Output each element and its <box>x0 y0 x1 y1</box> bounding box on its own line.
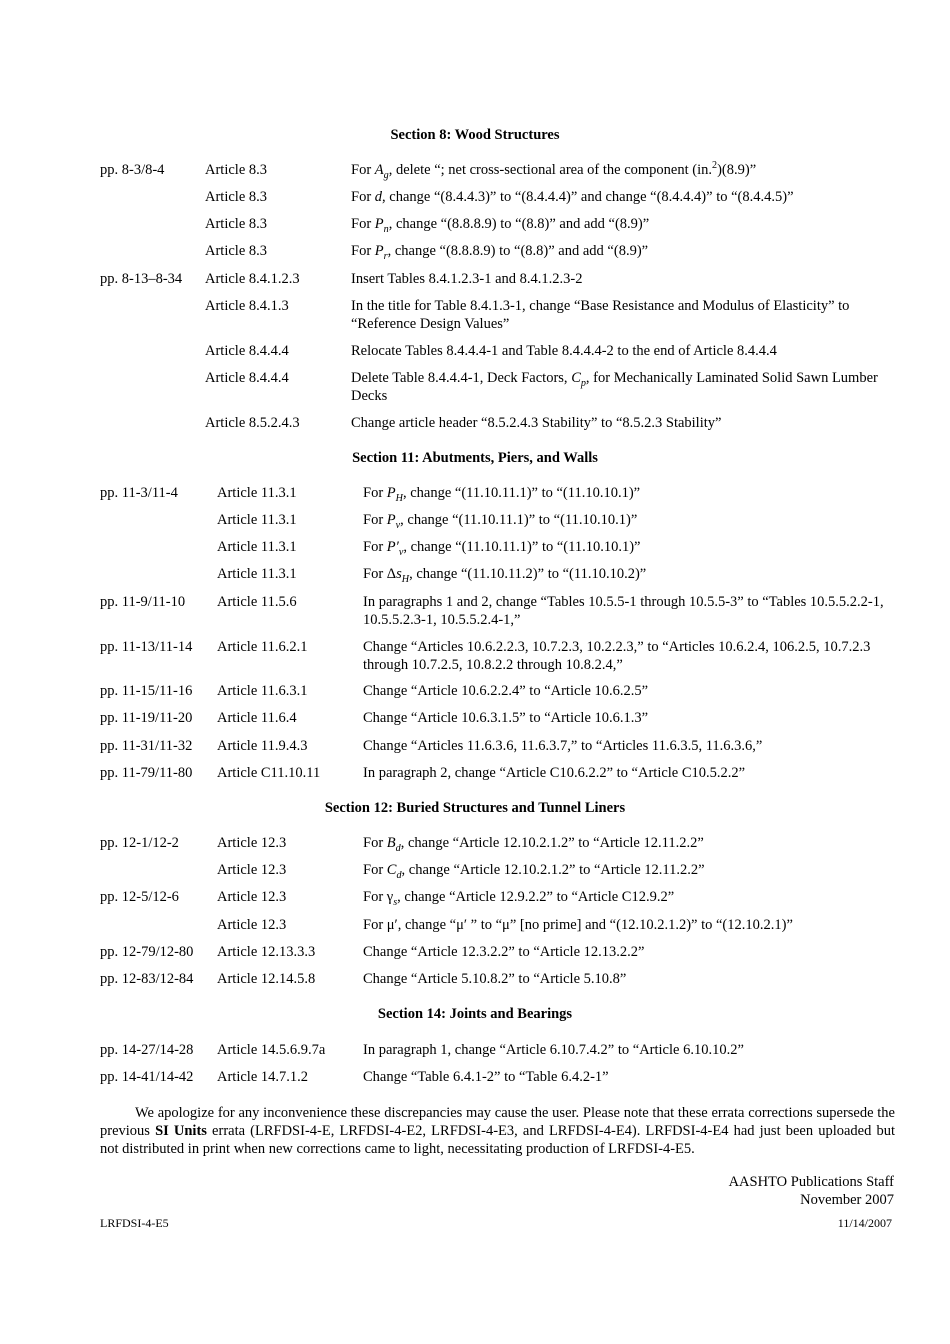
change-text: Change “Article 5.10.8.2” to “Article 5.10.8” <box>363 971 627 987</box>
article-reference: Article 12.13.3.3 <box>217 944 316 960</box>
article-reference: Article 8.3 <box>205 216 268 232</box>
change-text: For <box>363 485 387 501</box>
variable-subscript: r <box>383 250 388 262</box>
change-text: For <box>351 243 375 259</box>
change-description <box>351 297 895 333</box>
article-reference: Article 12.14.5.8 <box>217 971 316 987</box>
article-reference: Article 11.6.3.1 <box>217 683 308 699</box>
variable-symbol: P <box>374 243 384 259</box>
variable-symbol: B <box>386 835 396 851</box>
variable-subscript: s <box>393 896 398 908</box>
variable-subscript: d <box>395 842 401 854</box>
variable-subscript: g <box>383 169 389 181</box>
closing-paragraph <box>100 1104 895 1158</box>
article-reference: Article 8.4.1.3 <box>205 298 289 314</box>
article-reference: Article 11.3.1 <box>217 512 297 528</box>
signature-line: AASHTO Publications Staff <box>728 1174 894 1190</box>
article-reference: Article 8.3 <box>205 162 268 178</box>
article-reference: Article 8.3 <box>205 243 268 259</box>
variable-symbol: C <box>571 370 581 386</box>
change-description <box>351 161 895 179</box>
change-description <box>351 215 895 233</box>
change-description <box>363 970 895 988</box>
change-text: Change “Article 10.6.3.1.5” to “Article 10.6.1.3” <box>363 710 649 726</box>
change-description <box>363 484 895 502</box>
closing-text: We apologize for any inconvenience these discrepancies may cause the user. Please note that these errata corrections supersede the previous <box>100 1105 895 1139</box>
article-reference: Article 14.5.6.9.7a <box>217 1042 326 1058</box>
closing-bold-text: SI Units <box>155 1123 207 1139</box>
change-text: For γ <box>363 889 394 905</box>
change-description <box>363 1068 895 1086</box>
variable-subscript: v <box>398 546 404 558</box>
section-heading: Section 8: Wood Structures <box>390 127 560 143</box>
change-text: Change article header “8.5.2.4.3 Stability” to “8.5.2.3 Stability” <box>351 415 722 431</box>
change-text: , change “(8.4.4.3)” to “(8.4.4.4)” and change “(8.4.4.4)” to “(8.4.4.5)” <box>382 189 794 205</box>
change-text: In the title for Table 8.4.1.3-1, change “Base Resistance and Modulus of Elasticity” to “Reference Design Values” <box>351 298 850 332</box>
article-reference: Article 11.3.1 <box>217 539 297 555</box>
page-reference: pp. 8-3/8-4 <box>100 162 165 178</box>
page-reference: pp. 12-5/12-6 <box>100 889 179 905</box>
page-reference: pp. 11-79/11-80 <box>100 765 193 781</box>
change-description <box>363 1041 895 1059</box>
article-reference: Article 8.5.2.4.3 <box>205 415 300 431</box>
change-description <box>363 638 895 674</box>
change-description <box>363 565 895 583</box>
variable-symbol: A <box>374 162 384 178</box>
change-text: , change “Article 12.10.2.1.2” to “Article 12.11.2.2” <box>400 835 704 851</box>
article-reference: Article C11.10.11 <box>217 765 321 781</box>
change-text: , delete “; net cross-sectional area of the component (in. <box>388 162 713 178</box>
change-text: , change “(11.10.11.1)” to “(11.10.10.1)” <box>402 485 641 501</box>
article-reference: Article 11.9.4.3 <box>217 738 308 754</box>
change-text: , change “(11.10.11.1)” to “(11.10.10.1)” <box>403 539 641 555</box>
variable-symbol: d <box>374 189 383 205</box>
article-reference: Article 8.4.4.4 <box>205 343 289 359</box>
section-heading: Section 12: Buried Structures and Tunnel Liners <box>324 800 626 816</box>
change-description <box>351 414 895 432</box>
section-heading: Section 14: Joints and Bearings <box>377 1006 573 1022</box>
article-reference: Article 12.3 <box>217 917 287 933</box>
page-reference: pp. 11-19/11-20 <box>100 710 193 726</box>
change-text: In paragraph 1, change “Article 6.10.7.4.2” to “Article 6.10.10.2” <box>363 1042 744 1058</box>
section-heading: Section 11: Abutments, Piers, and Walls <box>352 450 598 466</box>
change-description <box>363 538 895 556</box>
change-description <box>363 943 895 961</box>
change-text: For <box>363 862 387 878</box>
variable-symbol: P′ <box>386 539 399 555</box>
change-text: , change “Article 12.9.2.2” to “Article C12.9.2” <box>397 889 675 905</box>
change-description <box>363 834 895 852</box>
change-description <box>351 342 895 360</box>
change-description <box>351 188 895 206</box>
change-text: For <box>351 162 375 178</box>
variable-symbol: P <box>386 512 396 528</box>
page-reference: pp. 8-13–8-34 <box>100 271 183 287</box>
article-reference: Article 8.4.4.4 <box>205 370 289 386</box>
article-reference: Article 12.3 <box>217 835 287 851</box>
variable-subscript: H <box>401 573 410 585</box>
change-text: , change “(8.8.8.9) to “(8.8)” and add “(8.9)” <box>387 243 649 259</box>
variable-symbol: P <box>386 485 396 501</box>
closing-text: errata (LRFDSI-4-E, LRFDSI-4-E2, LRFDSI-4-E3, and LRFDSI-4-E4). LRFDSI-4-E4 had just been uploaded but not distributed in print when new corrections came to light, necessitating production of LRFDSI-4-E5. <box>100 1123 895 1157</box>
change-text: In paragraph 2, change “Article C10.6.2.2” to “Article C10.5.2.2” <box>363 765 746 781</box>
page-reference: pp. 12-83/12-84 <box>100 971 194 987</box>
article-reference: Article 12.3 <box>217 862 287 878</box>
article-reference: Article 11.6.2.1 <box>217 639 308 655</box>
footer-date: 11/14/2007 <box>837 1216 892 1230</box>
change-text: For <box>351 189 375 205</box>
variable-subscript: v <box>395 519 401 531</box>
article-reference: Article 11.5.6 <box>217 594 297 610</box>
change-text: Change “Articles 11.6.3.6, 11.6.3.7,” to “Articles 11.6.3.5, 11.6.3.6,” <box>363 738 763 754</box>
change-description <box>363 737 895 755</box>
page-reference: pp. 11-31/11-32 <box>100 738 193 754</box>
article-reference: Article 8.4.1.2.3 <box>205 271 300 287</box>
page-reference: pp. 11-13/11-14 <box>100 639 193 655</box>
variable-subscript: H <box>395 492 403 504</box>
article-reference: Article 14.7.1.2 <box>217 1069 309 1085</box>
change-text: , change “(11.10.11.1)” to “(11.10.10.1)” <box>400 512 638 528</box>
article-reference: Article 8.3 <box>205 189 268 205</box>
page-reference: pp. 14-27/14-28 <box>100 1042 194 1058</box>
change-text: , change “(11.10.11.2)” to “(11.10.10.2)” <box>409 566 647 582</box>
article-reference: Article 11.3.1 <box>217 485 297 501</box>
change-text: In paragraphs 1 and 2, change “Tables 10.5.5-1 through 10.5.5-3” to “Tables 10.5.5.2.2-1, 10.5.5.2.3-1, 10.5.5.2.4-1,” <box>363 594 884 628</box>
variable-symbol: P <box>374 216 384 232</box>
footer-document-id: LRFDSI-4-E5 <box>100 1216 169 1230</box>
page-reference: pp. 11-15/11-16 <box>100 683 193 699</box>
variable-subscript: d <box>396 869 402 881</box>
change-description <box>363 709 895 727</box>
change-text: Relocate Tables 8.4.4.4-1 and Table 8.4.4.4-2 to the end of Article 8.4.4.4 <box>351 343 777 359</box>
change-text: Change “Article 12.3.2.2” to “Article 12.13.2.2” <box>363 944 645 960</box>
change-description <box>363 682 895 700</box>
signature-block <box>729 1173 894 1209</box>
page-reference: pp. 12-1/12-2 <box>100 835 179 851</box>
change-text: For μ′, change “μ′ ” to “μ” [no prime] and “(12.10.2.1.2)” to “(12.10.2.1)” <box>363 917 793 933</box>
article-reference: Article 11.3.1 <box>217 566 297 582</box>
variable-subscript: p <box>580 377 586 389</box>
change-description <box>363 888 895 906</box>
change-text: Delete Table 8.4.4.4-1, Deck Factors, <box>351 370 572 386</box>
superscript: 2 <box>712 160 718 172</box>
variable-symbol: s <box>396 566 402 582</box>
change-description <box>351 242 895 260</box>
article-reference: Article 11.6.4 <box>217 710 297 726</box>
change-text: For <box>363 512 387 528</box>
change-description <box>363 511 895 529</box>
change-text: Change “Article 10.6.2.2.4” to “Article 10.6.2.5” <box>363 683 649 699</box>
change-text: Change “Table 6.4.1-2” to “Table 6.4.2-1” <box>363 1069 609 1085</box>
change-text: For <box>363 539 387 555</box>
variable-subscript: n <box>383 223 389 235</box>
page-reference: pp. 11-3/11-4 <box>100 485 178 501</box>
change-description <box>363 764 895 782</box>
change-text: , change “Article 12.10.2.1.2” to “Article 12.11.2.2” <box>401 862 705 878</box>
change-text: Insert Tables 8.4.1.2.3-1 and 8.4.1.2.3-2 <box>351 271 583 287</box>
change-text: )(8.9)” <box>717 162 757 178</box>
change-description <box>351 369 895 405</box>
change-description <box>363 593 895 629</box>
change-description <box>363 861 895 879</box>
change-description <box>363 916 895 934</box>
change-text: For Δ <box>363 566 397 582</box>
change-text: For <box>351 216 375 232</box>
variable-symbol: C <box>386 862 397 878</box>
page-reference: pp. 12-79/12-80 <box>100 944 194 960</box>
change-description <box>351 270 895 288</box>
page-reference: pp. 14-41/14-42 <box>100 1069 194 1085</box>
change-text: For <box>363 835 387 851</box>
signature-date: November 2007 <box>800 1192 894 1208</box>
change-text: , for Mechanically Laminated Solid Sawn Lumber Decks <box>351 370 878 404</box>
page-reference: pp. 11-9/11-10 <box>100 594 186 610</box>
change-text: Change “Articles 10.6.2.2.3, 10.7.2.3, 10.2.2.3,” to “Articles 10.6.2.4, 106.2.5, 10.7.2.3 through 10.7.2.5, 10.8.2.2 through 10.8.2.4,” <box>363 639 871 673</box>
change-text: , change “(8.8.8.9) to “(8.8)” and add “(8.9)” <box>388 216 650 232</box>
article-reference: Article 12.3 <box>217 889 287 905</box>
